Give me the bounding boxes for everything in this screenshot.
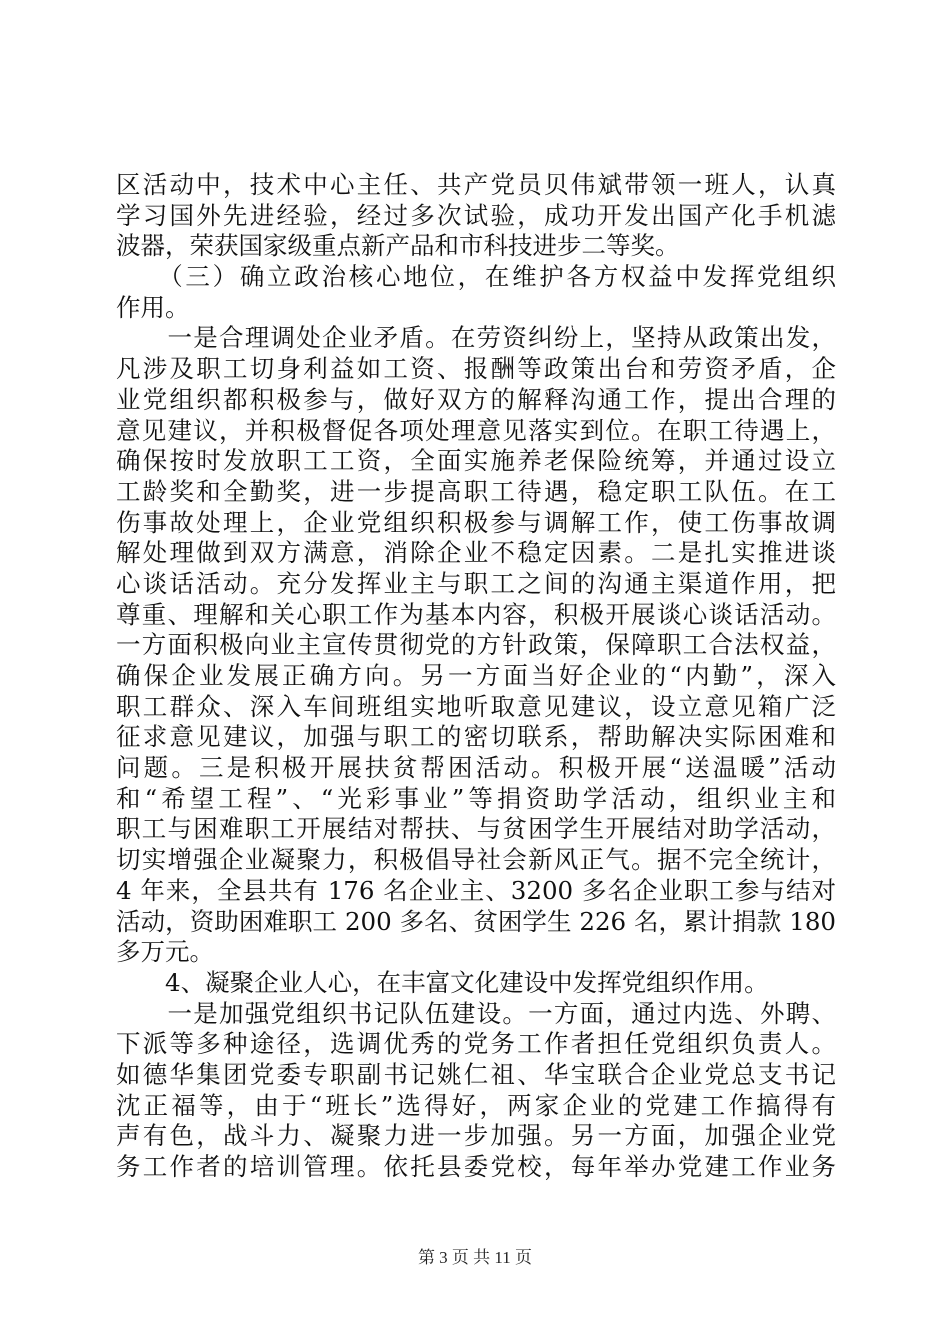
text-line: 下派等多种途径，选调优秀的党务工作者担任党组织负责人。 [116,1029,836,1059]
text-line: 业党组织都积极参与，做好双方的解释沟通工作，提出合理的 [116,384,836,414]
text-line: 职工群众、深入车间班组实地听取意见建议，设立意见箱广泛 [116,691,836,721]
text-line: 凡涉及职工切身利益如工资、报酬等政策出台和劳资矛盾，企 [116,354,836,384]
text-line: （三）确立政治核心地位，在维护各方权益中发挥党组织 [116,262,836,292]
text-line: 4 年来，全县共有 176 名企业主、3200 多名企业职工参与结对 [116,875,836,905]
text-line: 声有色，战斗力、凝聚力进一步加强。另一方面，加强企业党 [116,1121,836,1151]
text-line: 一方面积极向业主宣传贯彻党的方针政策，保障职工合法权益， [116,630,836,660]
text-line: 活动，资助困难职工 200 多名、贫困学生 226 名，累计捐款 180 [116,906,836,936]
text-line: 问题。三是积极开展扶贫帮困活动。积极开展“送温暖”活动 [116,753,836,783]
text-line: 4、凝聚企业人心，在丰富文化建设中发挥党组织作用。 [116,967,769,997]
text-line: 务工作者的培训管理。依托县委党校，每年举办党建工作业务 [116,1152,836,1181]
text-line: 职工与困难职工开展结对帮扶、与贫困学生开展结对助学活动， [116,814,836,844]
page-footer: 第 3 页 共 11 页 [417,1248,533,1267]
text-line: 尊重、理解和关心职工作为基本内容，积极开展谈心谈话活动。 [116,599,836,629]
text-line: 和“希望工程”、“光彩事业”等捐资助学活动，组织业主和 [116,783,836,813]
text-line: 工龄奖和全勤奖，进一步提高职工待遇，稳定职工队伍。在工 [116,476,836,506]
text-line: 伤事故处理上，企业党组织积极参与调解工作，使工伤事故调 [116,507,836,537]
text-line: 确保企业发展正确方向。另一方面当好企业的“内勤”，深入 [116,661,836,690]
text-line: 意见建议，并积极督促各项处理意见落实到位。在职工待遇上， [116,415,836,445]
text-line: 波器，荣获国家级重点新产品和市科技进步二等奖。 [116,231,680,261]
text-line: 心谈话活动。充分发挥业主与职工之间的沟通主渠道作用，把 [116,568,836,598]
text-line: 解处理做到双方满意，消除企业不稳定因素。二是扎实推进谈 [116,538,836,568]
text-line: 区活动中，技术中心主任、共产党员贝伟斌带领一班人，认真 [116,170,836,199]
text-line: 多万元。 [116,937,214,967]
text-line: 一是加强党组织书记队伍建设。一方面，通过内选、外聘、 [116,998,836,1028]
text-line: 确保按时发放职工工资，全面实施养老保险统筹，并通过设立 [116,446,836,476]
text-line: 学习国外先进经验，经过多次试验，成功开发出国产化手机滤 [116,200,836,230]
body-text [116,170,836,1183]
text-line: 作用。 [116,292,190,322]
text-line: 如德华集团党委专职副书记姚仁祖、华宝联合企业党总支书记 [116,1059,836,1089]
text-line: 征求意见建议，加强与职工的密切联系，帮助解决实际困难和 [116,722,836,752]
text-line: 一是合理调处企业矛盾。在劳资纠纷上，坚持从政策出发， [116,323,836,353]
text-line: 沈正福等，由于“班长”选得好，两家企业的党建工作搞得有 [116,1090,836,1120]
text-line: 切实增强企业凝聚力，积极倡导社会新风正气。据不完全统计， [116,845,836,875]
